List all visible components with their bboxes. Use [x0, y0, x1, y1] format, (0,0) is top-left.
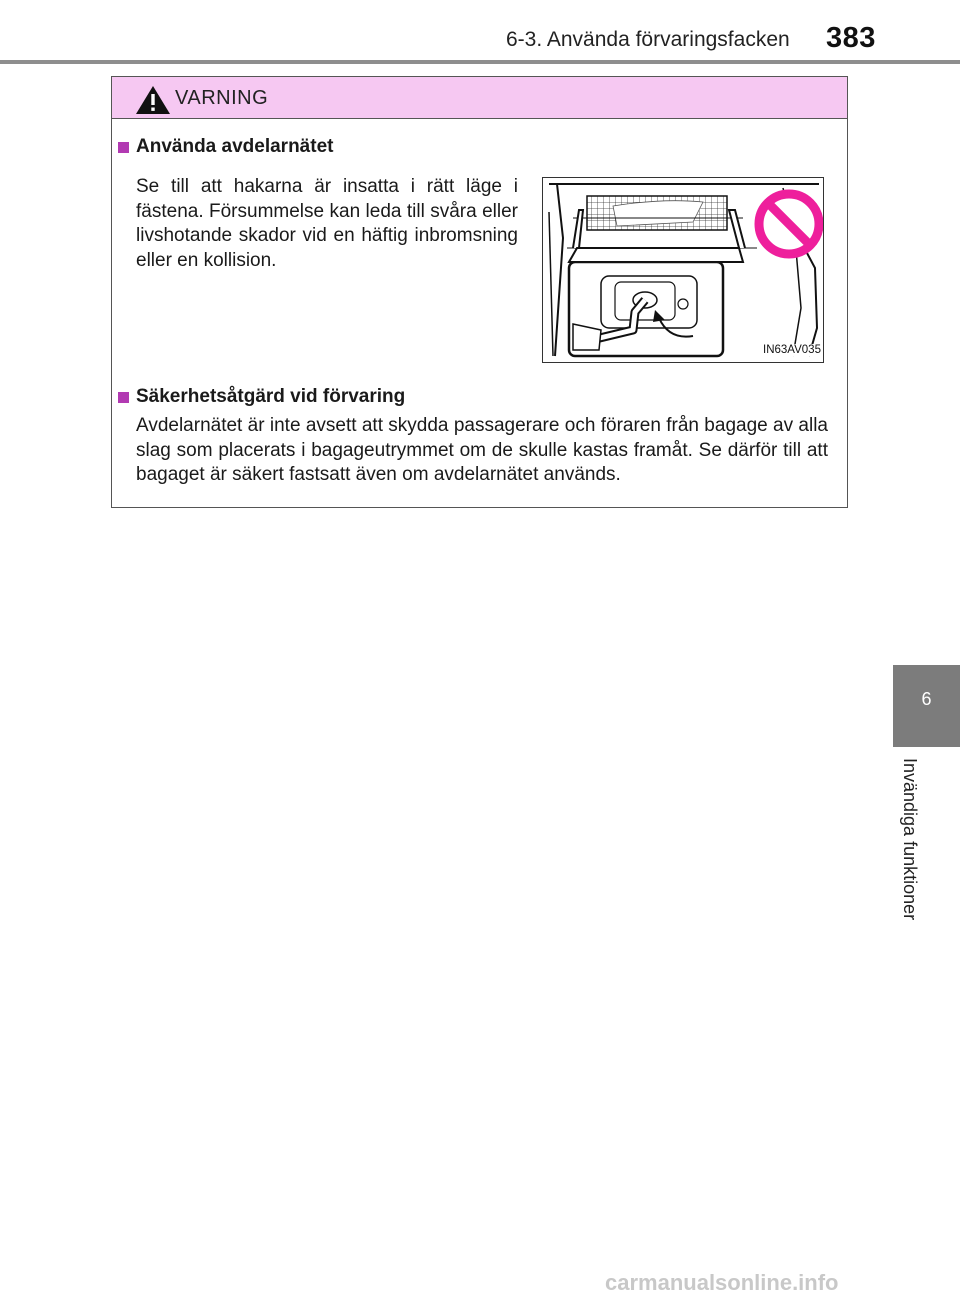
section-heading: Använda avdelarnätet	[136, 136, 334, 157]
illustration-code: IN63AV035	[763, 344, 821, 356]
header-rule	[0, 60, 960, 64]
chapter-title: Invändiga funktioner	[900, 758, 920, 921]
warning-box	[111, 76, 848, 508]
warning-header	[112, 77, 847, 119]
page-number: 383	[826, 22, 876, 54]
section-text: Se till att hakarna är insatta i rätt läge i fästena. Försummelse kan leda till svåra eller livshotande skador vid en häftig inbromsning eller en kollision.	[136, 176, 518, 271]
section-heading: Säkerhetsåtgärd vid förvaring	[136, 386, 406, 407]
cargo-net-hook-illustration	[543, 178, 824, 363]
illustration	[542, 177, 824, 363]
header-section-title: 6-3. Använda förvaringsfacken	[506, 28, 790, 51]
watermark: carmanualsonline.info	[605, 1270, 839, 1295]
chapter-number: 6	[921, 689, 932, 709]
section-text: Avdelarnätet är inte avsett att skydda passagerare och föraren från bagage av alla slag som placerats i bagageutrymmet om de skulle kastas framåt. Se därför till att bagaget är säkert fastsatt även om avdelarnätet används.	[136, 415, 828, 485]
bullet-square	[118, 392, 129, 403]
chapter-tab	[893, 665, 960, 747]
warning-title: VARNING	[175, 87, 269, 109]
bullet-square	[118, 142, 129, 153]
warning-triangle-icon	[134, 84, 172, 116]
